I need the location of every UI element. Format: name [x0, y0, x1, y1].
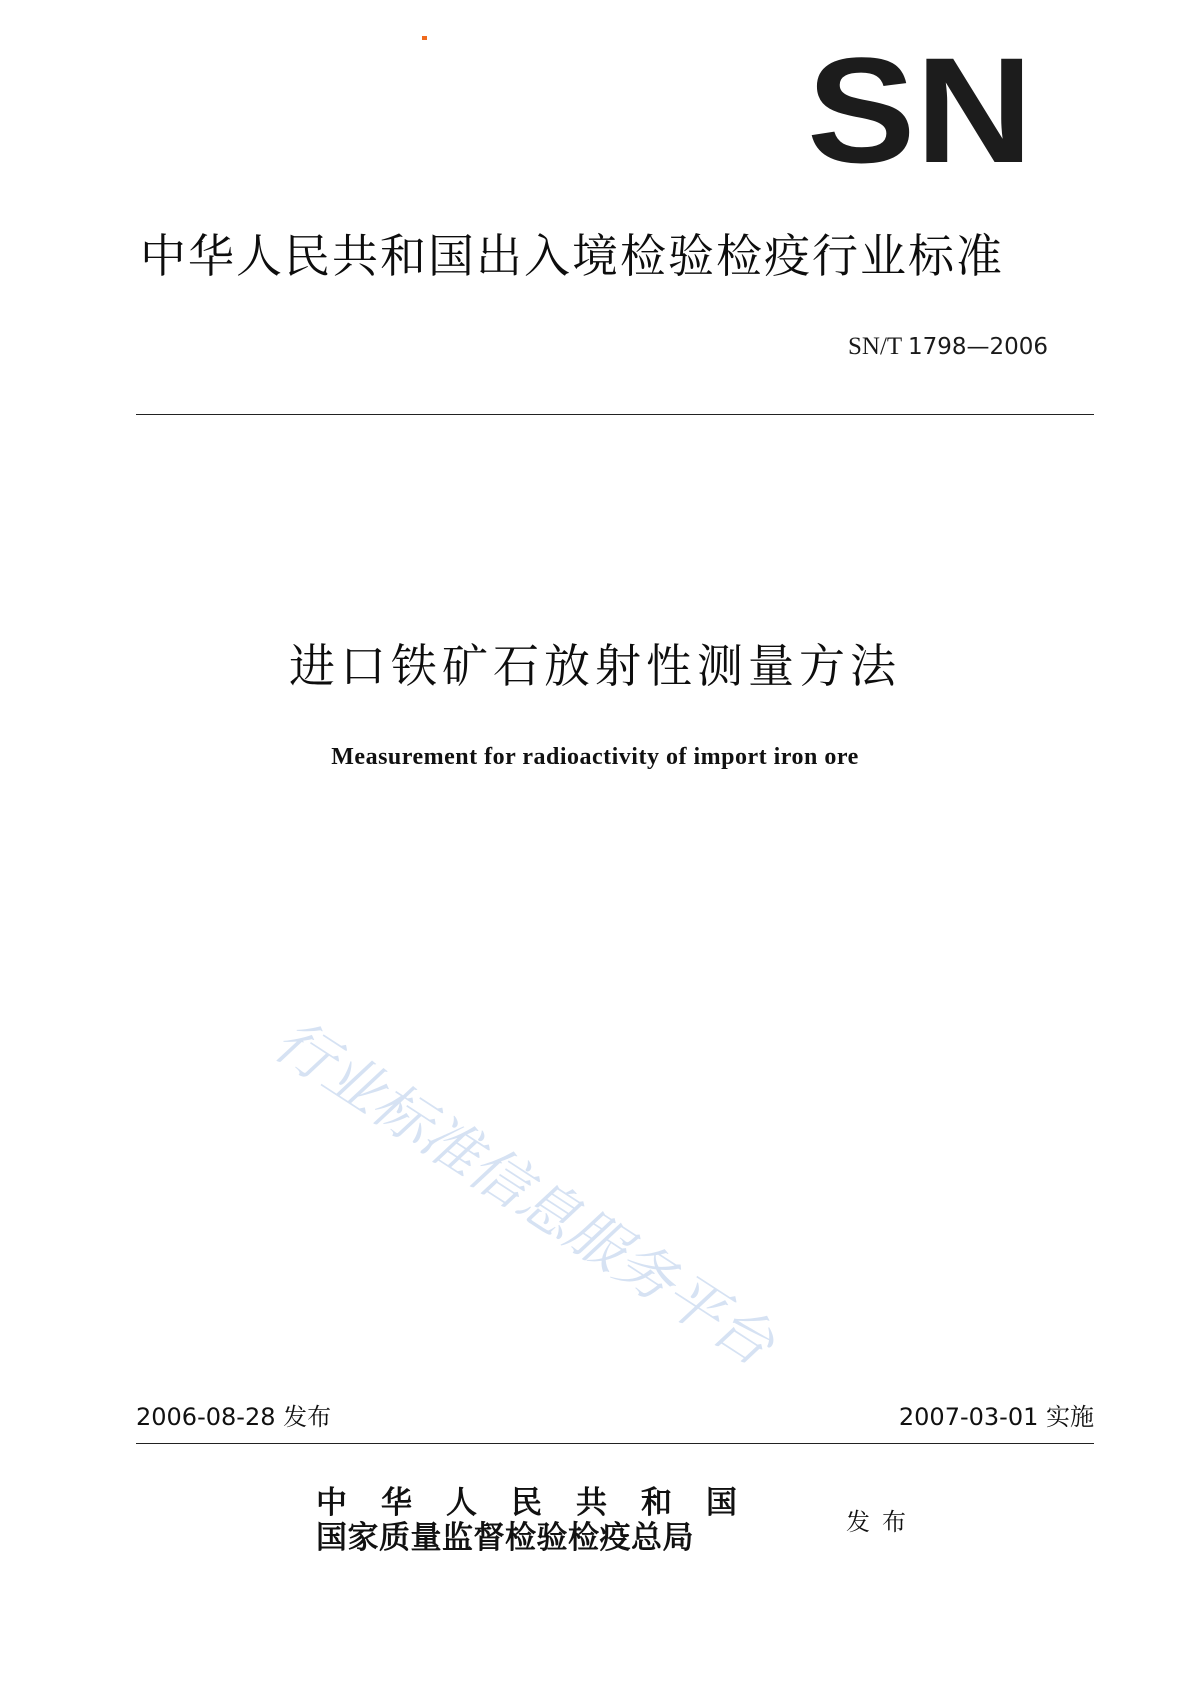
- orange-mark: [422, 36, 427, 40]
- issuer-action: 发布: [846, 1508, 918, 1536]
- standard-number: [848, 332, 1068, 362]
- title-english: Measurement for radioactivity of import iron ore: [331, 744, 859, 770]
- watermark: 行业标准信息服务平台: [262, 1005, 786, 1379]
- issue-date: 2006-08-28 发布: [136, 1403, 332, 1431]
- sn-logo-text: SN: [807, 50, 1033, 168]
- bottom-divider: [136, 1443, 1094, 1444]
- top-divider: [136, 414, 1094, 415]
- title-chinese: 进口铁矿石放射性测量方法: [289, 639, 901, 693]
- effective-date: 2007-03-01 实施: [898, 1403, 1094, 1431]
- issuer-country: 中华人民共和国: [316, 1485, 771, 1521]
- standard-prefix: SN/T: [848, 333, 902, 360]
- sn-logo: [806, 50, 1034, 168]
- standard-code: 1798—2006: [907, 334, 1049, 360]
- standard-category: 中华人民共和国出入境检验检疫行业标准: [140, 229, 1004, 283]
- issuer-agency: 国家质量监督检验检疫总局: [316, 1520, 694, 1556]
